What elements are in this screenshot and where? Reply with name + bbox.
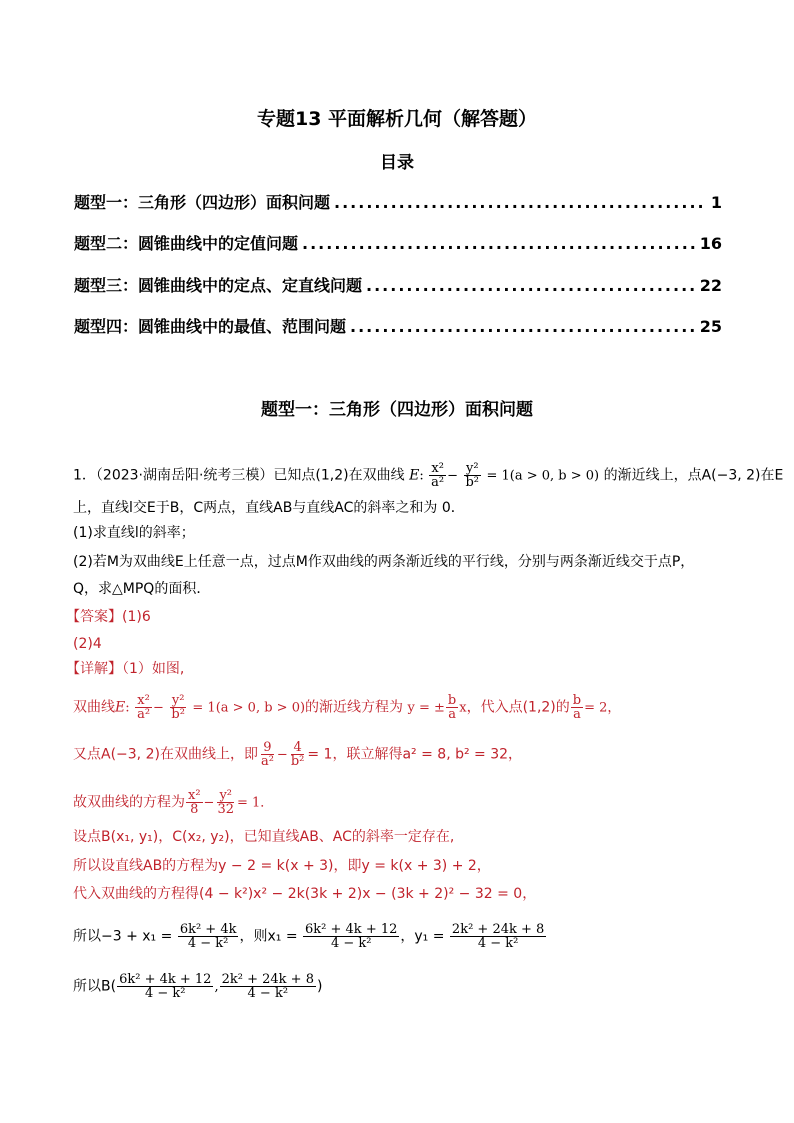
fraction: $\frac{\text{2k² + 24k + 8}}{\text{4 − k²}}$	[451, 922, 545, 951]
detail-text: = 1．	[237, 795, 274, 811]
detail-text: 故双曲线的方程为	[73, 794, 185, 811]
toc-entry-label: 题型一：三角形（四边形）面积问题	[74, 193, 331, 212]
fraction: $\frac{\text{y²}}{\text{b²}}$	[465, 461, 480, 490]
problem-line-2: 上，直线l交E于B，C两点，直线AB与直线AC的斜率之和为 0．	[73, 500, 465, 516]
toc-leader-dots	[350, 317, 696, 336]
fraction: $\frac{\text{x²}}{8}$	[188, 788, 201, 817]
detail-text: 的渐近线方程为	[305, 699, 404, 716]
detail-text: )	[316, 978, 323, 995]
detail-line-4: 设点B(x₁, y₁)，C(x₂, y₂)，已知直线AB、AC的斜率一定存在,	[73, 829, 455, 845]
fraction: $\frac{\text{x²}}{\text{a²}}$	[431, 461, 445, 490]
fraction: $\frac{\text{y²}}{32}$	[217, 788, 234, 817]
section-title: 题型一：三角形（四边形）面积问题	[261, 400, 533, 420]
detail-line-3: 故双曲线的方程为 $\frac{\text{x²}}{8}$ − $\frac{\text{y²}}{32}$ = 1．	[73, 788, 274, 817]
detail-line-6: 代入双曲线的方程得(4 − k²)x² − 2k(3k + 2)x − (3k + 2)² − 32 = 0，	[73, 886, 537, 902]
question-2-line-1: (2)若M为双曲线E上任意一点，过点M作双曲线的两条渐近线的平行线，分别与两条渐近线交于点P，	[73, 554, 695, 570]
detail-tag: 【详解】	[66, 661, 122, 677]
problem-line-1: 1．（2023·湖南岳阳·统考三模）已知点(1,2)在双曲线 E: $\frac{\text{x²}}{\text{a²}}$ − $\frac{\text{y²}}{\text{b²}}$ = 1(a > 0, b > 0) 的渐近线上，点A(−3, 2)在E	[73, 461, 784, 490]
detail-text: = 1，联立解得a² = 8, b² = 32，	[307, 746, 523, 763]
toc-entry[interactable]	[74, 190, 722, 214]
answer-line	[66, 607, 151, 627]
detail-text: 双曲线	[73, 699, 115, 716]
toc-entry-label: 题型二：圆锥曲线中的定值问题	[74, 234, 299, 253]
toc-entry-page: 25	[699, 317, 722, 336]
detail-line-5: 所以设直线AB的方程为y − 2 = k(x + 3)，即y = k(x + 3) + 2，	[73, 858, 491, 874]
fraction: $\frac{\text{6k² + 4k + 12}}{\text{4 − k²}}$	[119, 972, 212, 1001]
toc-leader-dots	[334, 193, 707, 212]
toc-entry-page: 16	[699, 234, 722, 253]
detail-text: 所以B(	[73, 978, 117, 995]
toc-leader-dots	[366, 276, 696, 295]
fraction: $\frac{\text{x²}}{\text{a²}}$	[137, 693, 151, 722]
detail-text: 所以−3 + x₁ =	[73, 928, 173, 945]
toc-heading: 目录	[380, 153, 414, 173]
toc-entry-label: 题型四：圆锥曲线中的最值、范围问题	[74, 317, 347, 336]
detail-header	[66, 659, 184, 679]
fraction: $\frac{\text{y²}}{\text{b²}}$	[171, 693, 185, 722]
detail-line-2: 又点A(−3, 2)在双曲线上，即 $\frac{9}{\text{a²}}$ − $\frac{4}{\text{b²}}$ = 1，联立解得a² = 8, b² = 32，	[73, 740, 523, 769]
fraction: $\frac{9}{\text{a²}}$	[260, 740, 274, 769]
detail-text: = 2，	[584, 700, 621, 716]
toc-entry[interactable]	[74, 231, 722, 255]
fraction: $\frac{b}{a}$	[447, 693, 457, 722]
toc-entry[interactable]	[74, 314, 722, 338]
problem-line1-tail: 的渐近线上，点A(−3, 2)在E	[603, 467, 784, 484]
document-title: 专题13 平面解析几何（解答题）	[256, 108, 538, 130]
detail-line-7	[73, 923, 547, 950]
toc-entry[interactable]	[74, 273, 722, 297]
detail-text: 又点A(−3, 2)在双曲线上，即	[73, 746, 258, 763]
hyperbola-label: E	[409, 467, 420, 484]
detail-text: ，则x₁ =	[239, 928, 298, 945]
answer-tag: 【答案】	[66, 609, 122, 625]
answer-part-1: (1)6	[122, 609, 151, 625]
toc-entry-page: 22	[699, 276, 722, 295]
detail-line-8: 所以B( $\frac{\text{6k² + 4k + 12}}{\text{4 − k²}}$ , $\frac{\text{2k² + 24k + 8}}{\text{4 − k²}}$ )	[73, 972, 323, 1001]
problem-intro: 1．（2023·湖南岳阳·统考三模）已知点(1,2)在双曲线	[73, 467, 405, 484]
detail-text: ，代入点(1,2)的	[466, 699, 570, 716]
question-1: (1)求直线l的斜率；	[73, 525, 195, 541]
detail-line-1: 双曲线E: $\frac{\text{x²}}{\text{a²}}$ − $\frac{\text{y²}}{\text{b²}}$ = 1(a > 0, b > 0)的渐近线方程为 y = ± $\frac{b}{a}$ x，代入点(1,2)的 $\frac{b}{a}$ = 2，	[73, 693, 621, 722]
fraction: $\frac{b}{a}$	[572, 693, 582, 722]
fraction: $\frac{4}{\text{b²}}$	[290, 740, 305, 769]
question-2-line-2: Q，求△MPQ的面积．	[73, 581, 211, 597]
fraction: $\frac{\text{2k² + 24k + 8}}{\text{4 − k²}}$	[221, 972, 314, 1001]
detail-text: ，y₁ =	[400, 928, 445, 945]
toc-leader-dots	[302, 234, 696, 253]
toc-entry-page: 1	[710, 193, 722, 212]
answer-part-2: (2)4	[73, 636, 102, 652]
detail-start: （1）如图,	[122, 661, 185, 677]
toc-entry-label: 题型三：圆锥曲线中的定点、定直线问题	[74, 276, 363, 295]
fraction: $\frac{\text{6k² + 4k}}{\text{4 − k²}}$	[179, 922, 237, 951]
fraction: $\frac{\text{6k² + 4k + 12}}{\text{4 − k²}}$	[305, 922, 398, 951]
